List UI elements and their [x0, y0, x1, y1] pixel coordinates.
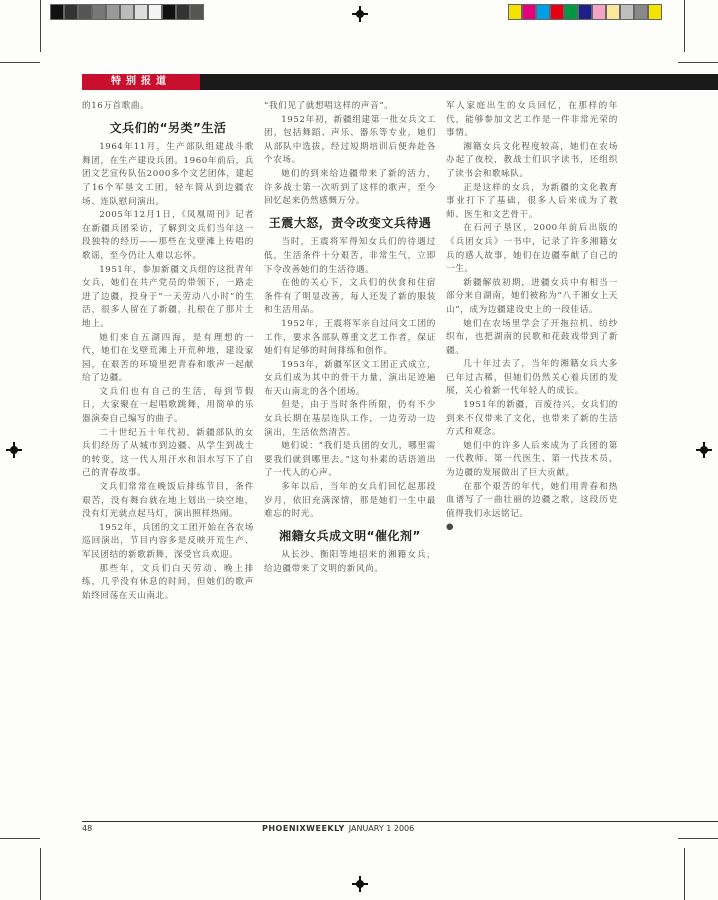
- page-number: 48: [82, 824, 93, 833]
- gray-swatch: [176, 4, 190, 20]
- color-swatch: [550, 4, 564, 20]
- paragraph: 2005年12月1日，《凤凰周刊》记者在新疆兵团采访，了解到文兵们当年这一段独特的经历——那些在戈壁滩上传唱的歌谣，至今仍让人难以忘怀。: [82, 210, 254, 261]
- paragraph: 她们说：“我们是兵团的女儿，哪里需要我们就到哪里去。”这句朴素的话语道出了一代人的心声。: [264, 441, 436, 479]
- column-lead: 的16万首歌曲。: [82, 101, 150, 111]
- paragraph: 1952年，王震将军亲自过问文工团的工作，要求各部队尊重文艺工作者，保证她们有足够的时间排练和创作。: [264, 318, 436, 357]
- paragraph: 1952年初，新疆组建第一批女兵文工团，包括舞蹈、声乐、器乐等专业，她们从部队中选拔，经过短期培训后便奔赴各个农场。: [264, 114, 436, 166]
- gray-swatch: [92, 4, 106, 20]
- column-lead: “我们见了就想唱这样的声音”。: [264, 101, 394, 111]
- paragraph: 1952年，兵团的文工团开始在各农场巡回演出，节目内容多是反映开荒生产、军民团结的新歌新舞，深受官兵欢迎。: [82, 522, 254, 560]
- registration-mark-icon: [352, 6, 368, 22]
- color-swatch: [634, 4, 648, 20]
- paragraph: 她们的到来给边疆带来了新的活力，许多战士第一次听到了这样的歌声，至今回忆起来仍然感慨万分。: [264, 168, 436, 207]
- subheading: 湘籍女兵成文明“催化剂”: [279, 528, 421, 543]
- column-lead: 军人家庭出生的女兵回忆，在那样的年代，能够参加文艺工作是一件非常光荣的事情。: [446, 101, 618, 139]
- color-swatch: [620, 4, 634, 20]
- article-column-1: [82, 100, 254, 603]
- article-column-3: [446, 100, 618, 535]
- color-swatch: [592, 4, 606, 20]
- gray-swatch: [162, 4, 176, 20]
- gray-swatch: [64, 4, 78, 20]
- registration-mark-icon: [6, 442, 22, 458]
- crop-mark: [0, 62, 40, 63]
- color-calibration-bar: [508, 4, 662, 20]
- color-swatch: [522, 4, 536, 20]
- paragraph: 1953年，新疆军区文工团正式成立，女兵们成为其中的骨干力量，演出足迹遍布天山南北的各个团场。: [264, 359, 436, 397]
- crop-mark: [684, 848, 685, 900]
- color-swatch: [508, 4, 522, 20]
- gray-swatch: [50, 4, 64, 20]
- paragraph: 她们来自五湖四海，是有理想的一代，她们在戈壁荒滩上开荒种地，建设家园，在艰苦的环境里把青春和歌声一起献给了边疆。: [82, 332, 254, 384]
- crop-mark: [684, 0, 685, 52]
- paragraph: 她们中的许多人后来成为了兵团的第一代教师、第一代医生、第一代技术员，为边疆的发展做出了巨大贡献。: [446, 440, 618, 479]
- paragraph: 1964年11月，生产部队组建战斗歌舞团，在生产建设兵团。1960年前后，兵团文艺宣传队伍2000多个文艺团体，建起了16个军垦文工团，轻车简从到边疆农场、连队慰问演出。: [82, 142, 254, 207]
- paragraph: 几十年过去了，当年的湘籍女兵大多已年过古稀，但她们仍然关心着兵团的发展，关心着新一代年轻人的成长。: [446, 359, 618, 397]
- article-end-mark-icon: ●: [446, 522, 454, 533]
- grayscale-calibration-bar: [50, 4, 204, 20]
- gray-swatch: [78, 4, 92, 20]
- paragraph: 那些年，文兵们白天劳动、晚上排练，几乎没有休息的时间，但她们的歌声始终回荡在天山南北。: [82, 563, 254, 601]
- paragraph: 在石河子垦区，2000年前后出版的《兵团女兵》一书中，记录了许多湘籍女兵的感人故事，她们在边疆奉献了自己的一生。: [446, 223, 618, 275]
- crop-mark: [40, 0, 41, 52]
- subheading: 文兵们的“另类”生活: [109, 120, 227, 135]
- crop-mark: [0, 838, 40, 839]
- color-swatch: [606, 4, 620, 20]
- paragraph: 多年以后，当年的女兵们回忆起那段岁月，依旧充满深情，那是她们一生中最难忘的时光。: [264, 482, 436, 520]
- crop-mark: [40, 848, 41, 900]
- magazine-footer: [262, 824, 414, 833]
- paragraph: 1951年的新疆，百废待兴，女兵们的到来不仅带来了文化，也带来了新的生活方式和观念。: [446, 400, 618, 438]
- paragraph: 在那个艰苦的年代，她们用青春和热血谱写了一曲壮丽的边疆之歌，这段历史值得我们永远铭记。: [446, 481, 618, 519]
- article-column-2: [264, 100, 436, 577]
- crop-mark: [678, 838, 718, 839]
- gray-swatch: [106, 4, 120, 20]
- registration-mark-icon: [696, 442, 712, 458]
- paragraph: 文兵们常常在晚饭后排练节目，条件艰苦，没有舞台就在地上划出一块空地，没有灯光就点起马灯，演出照样热闹。: [82, 482, 254, 520]
- gray-swatch: [190, 4, 204, 20]
- paragraph: 但是，由于当时条件所限，仍有不少女兵长期在基层连队工作，一边劳动一边演出，生活依然清苦。: [264, 400, 436, 438]
- gray-swatch: [148, 4, 162, 20]
- paragraph: 在他的关心下，文兵们的伙食和住宿条件有了明显改善，每人还发了新的服装和生活用品。: [264, 278, 436, 316]
- paragraph: 二十世纪五十年代初，新疆部队的女兵们经历了从城市到边疆、从学生到战士的转变，这一代人用汗水和泪水写下了自己的青春故事。: [82, 427, 254, 479]
- gray-swatch: [120, 4, 134, 20]
- paragraph: 正是这样的女兵，为新疆的文化教育事业打下了基础，很多人后来成为了教师、医生和文艺骨干。: [446, 182, 618, 220]
- color-swatch: [648, 4, 662, 20]
- paragraph: 她们在农场里学会了开拖拉机、纺纱织布，也把湖南的民歌和花鼓戏带到了新疆。: [446, 318, 618, 356]
- paragraph: 新疆解放初期，进疆女兵中有相当一部分来自湖南，她们被称为“八千湘女上天山”，成为边疆建设史上的一段佳话。: [446, 277, 618, 315]
- footer-rule: [82, 821, 718, 822]
- paragraph: 当时，王震将军得知女兵们的待遇过低，生活条件十分艰苦，非常生气，立即下令改善她们的生活待遇。: [264, 237, 436, 275]
- color-swatch: [578, 4, 592, 20]
- paragraph: 1951年，参加新疆文兵组的这批青年女兵，她们在共产党员的带领下，一路走进了边疆，投身于“一天劳动八小时”的生活，很多人留在了新疆，扎根在了那片土地上。: [82, 264, 254, 329]
- gray-swatch: [134, 4, 148, 20]
- paragraph: 从长沙、衡阳等地招来的湘籍女兵，给边疆带来了文明的新风尚。: [264, 550, 436, 574]
- magazine-name: PHOENIXWEEKLY: [262, 824, 345, 833]
- paragraph: 湘籍女兵文化程度较高，她们在农场办起了夜校，教战士们识字读书，还组织了读书会和歌咏队。: [446, 141, 618, 179]
- crop-mark: [678, 62, 718, 63]
- registration-mark-icon: [352, 876, 368, 892]
- subheading: 王震大怒，责令改变文兵待遇: [268, 215, 432, 230]
- section-tag: 特别报道: [82, 74, 200, 90]
- color-swatch: [536, 4, 550, 20]
- paragraph: 文兵们也有自己的生活，每到节假日，大家聚在一起唱歌跳舞，用简单的乐器演奏自己编写的曲子。: [82, 386, 254, 425]
- color-swatch: [564, 4, 578, 20]
- issue-date: JANUARY 1 2006: [348, 824, 415, 833]
